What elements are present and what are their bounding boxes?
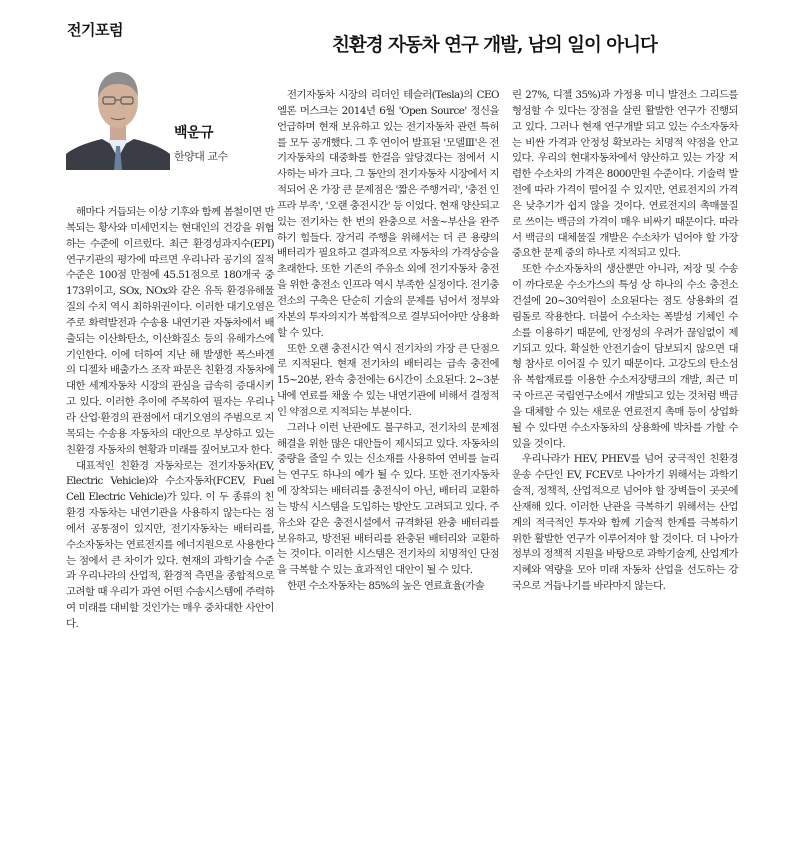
paragraph: 우리나라가 HEV, PHEV를 넘어 궁극적인 친환경 운송 수단인 EV, FCEV로 나아가기 위해서는 과학기술적, 정책적, 산업적으로 넘어야 할 장벽들이 곳곳에 산재해 있다. 이러한 난관을 극복하기 위해서는 산업계의 적극적인 투자와 함께 기술적 한계를 극복하기 위한 활발한 연구가 이루어져야 할 것이다. 더 나아가 정부의 정책적 지원을 바탕으로 과학기술계, 산업계가 지혜와 역량을 모아 미래 자동차 산업을 선도하는 강국으로 거듭나기를 바라마지 않는다.: [512, 453, 738, 593]
author-portrait-image: [66, 62, 170, 170]
article-column-3: [512, 88, 738, 595]
paragraph: 대표적인 친환경 자동차로는 전기자동차(EV, Electric Vehicle)와 수소자동차(FCEV, Fuel Cell Electric Vehicle)가 있다. 이 두 종류의 친환경 자동차는 내연기관을 사용하지 않는다는 점에서 공통점이 있지만, 전기자동차는 배터리를, 수소자동차는 연료전지를 에너지원으로 사용한다는 점에서 큰 차이가 있다. 현재의 과학기술 수준과 우리나라의 산업적, 환경적 측면을 종합적으로 고려할 때 우리가 과연 어떤 수송시스템에 주력하여 미래를 대비할 것인가는 매우 중차대한 사안이다.: [66, 459, 274, 630]
author-name: 백운규: [174, 125, 214, 141]
paragraph: 한편 수소자동차는 85%의 높은 연료효율(가솔: [287, 580, 485, 593]
paragraph: 또한 수소자동차의 생산뿐만 아니라, 저장 및 수송이 까다로운 수소가스의 특성 상 하나의 수소 충전소 건설에 20~30억원이 소요된다는 점도 상용화의 걸림돌로 작용한다. 더불어 수소차는 폭발성 기체인 수소를 이용하기 때문에, 안정성의 우려가 끊임없이 제기되고 있다. 확실한 안전기술이 담보되지 않으면 대형 참사로 이어질 수 있기 때문이다. 고강도의 탄소섬유 복합재료를 이용한 수소저장탱크의 개발, 최근 미국 아르곤 국립연구소에서 개발되고 있는 것처럼 백금을 대체할 수 있는 새로운 연료전지 촉매 등이 상업화 될 수 있다면 수소자동차의 상용화에 박차를 가할 수 있을 것이다.: [512, 263, 738, 450]
paragraph-continued: 린 27%, 디젤 35%)과 가정용 미니 발전소 그리드를 형성할 수 있다는 장점을 살린 활발한 연구가 진행되고 있다. 그러나 현재 연구개발 되고 있는 수소자동차는 비싼 가격과 안정성 확보라는 치명적 약점을 안고 있다. 우리의 현대자동차에서 양산하고 있는 가장 저렴한 수소차의 가격은 8000만원 수준이다. 기술력 발전에 따라 가격이 떨어질 수 있지만, 연료전지의 가격은 낮추기가 쉽지 않을 것이다. 연료전지의 촉매물질로 쓰이는 백금의 가격이 매우 비싸기 때문이다. 따라서 백금의 대체물질 개발은 수소차가 넘어야 할 가장 중요한 문제 중의 하나로 지적되고 있다.: [512, 89, 738, 260]
paragraph: 그러나 이런 난관에도 불구하고, 전기차의 문제점 해결을 위한 많은 대안들이 제시되고 있다. 자동차의 중량을 줄일 수 있는 신소재를 사용하여 연비를 늘리는 연구도 하나의 예가 될 수 있다. 또한 전기자동차에 장착되는 배터리를 충전식이 아닌, 배터리 교환하는 방식 시스템을 도입하는 방안도 고려되고 있다. 주유소와 같은 충전시설에서 규격화된 완충 배터리를 보유하고, 방전된 배터리를 완충된 배터리와 교환하는 것이다. 이러한 시스템은 전기차의 치명적인 단점을 극복할 수 있는 효과적인 대안이 될 수 있다.: [277, 421, 499, 577]
section-label: 전기포럼: [67, 21, 123, 39]
author-byline: [174, 122, 228, 164]
paragraph: 또한 오랜 충전시간 역시 전기차의 가장 큰 단점으로 지적된다. 현재 전기차의 배터리는 급속 충전에 15~20분, 완속 충전에는 6시간이 소요된다. 2~3분 내에 연료를 채울 수 있는 내연기관에 비해서 결정적인 약점으로 지적되는 부분이다.: [277, 342, 499, 418]
paragraph: 전기자동차 시장의 리더인 테슬러(Tesla)의 CEO 엘론 머스크는 2014년 6월 'Open Source' 정신을 언급하며 현재 보유하고 있는 전기자동차 관련 특허를 모두 공개했다. 그 후 연이어 발표된 '모델Ⅲ'은 전기자동차의 대중화를 한걸음 앞당겼다는 점에서 시사하는 바가 크다. 그 동안의 전기자동차 시장에서 지적되어 온 가장 큰 문제점은 '짧은 주행거리', '충전 인프라 부족', '오랜 충전시간' 등 이었다. 현재 양산되고 있는 전기차는 한 번의 완충으로 서울~부산을 완주하기 힘들다. 장거리 주행을 위해서는 더 큰 용량의 배터리가 필요하고 결과적으로 자동차의 가격상승을 초래한다. 또한 기존의 주유소 외에 전기자동차 충전을 위한 충전소 인프라 역시 부족한 실정이다. 전기충전소의 구축은 단순히 기술의 문제를 넘어서 정부와 자본의 투자의지가 복합적으로 결부되어야만 상용화 할 수 있다.: [277, 89, 499, 339]
article-column-2: [277, 88, 499, 595]
author-photo: [66, 62, 170, 170]
headline: 친환경 자동차 연구 개발, 남의 일이 아니다: [332, 35, 657, 56]
article-column-1: [66, 205, 274, 633]
author-affiliation: 한양대 교수: [174, 150, 228, 163]
paragraph: 해마다 거듭되는 이상 기후와 함께 봄철이면 반복되는 황사와 미세먼지는 현대인의 건강을 위협하는 수준에 이르렀다. 최근 환경성과지수(EPI) 연구기관의 평가에 따르면 우리나라 공기의 질적 수준은 100점 만점에 45.51점으로 180개국 중 173위이고, SOx, NOx와 같은 유독 환경유해물질의 수치 역시 최하위권이다. 이러한 대기오염은 주로 화력발전과 수송용 내연기관 자동차에서 배출되는 이산화탄소, 이산화질소 등의 유해가스에 기인한다. 이에 더하여 지난 해 발생한 폭스바겐의 디젤차 배출가스 조작 파문은 친환경 자동차에 대한 세계자동차 시장의 관심을 급속히 증대시키고 있다. 이러한 추이에 주목하여 필자는 우리나라 산업·환경의 관점에서 대기오염의 주범으로 지목되는 수송용 자동차의 대안으로 부상하고 있는 친환경 자동차의 현황과 미래를 짚어보고자 한다.: [66, 206, 274, 456]
